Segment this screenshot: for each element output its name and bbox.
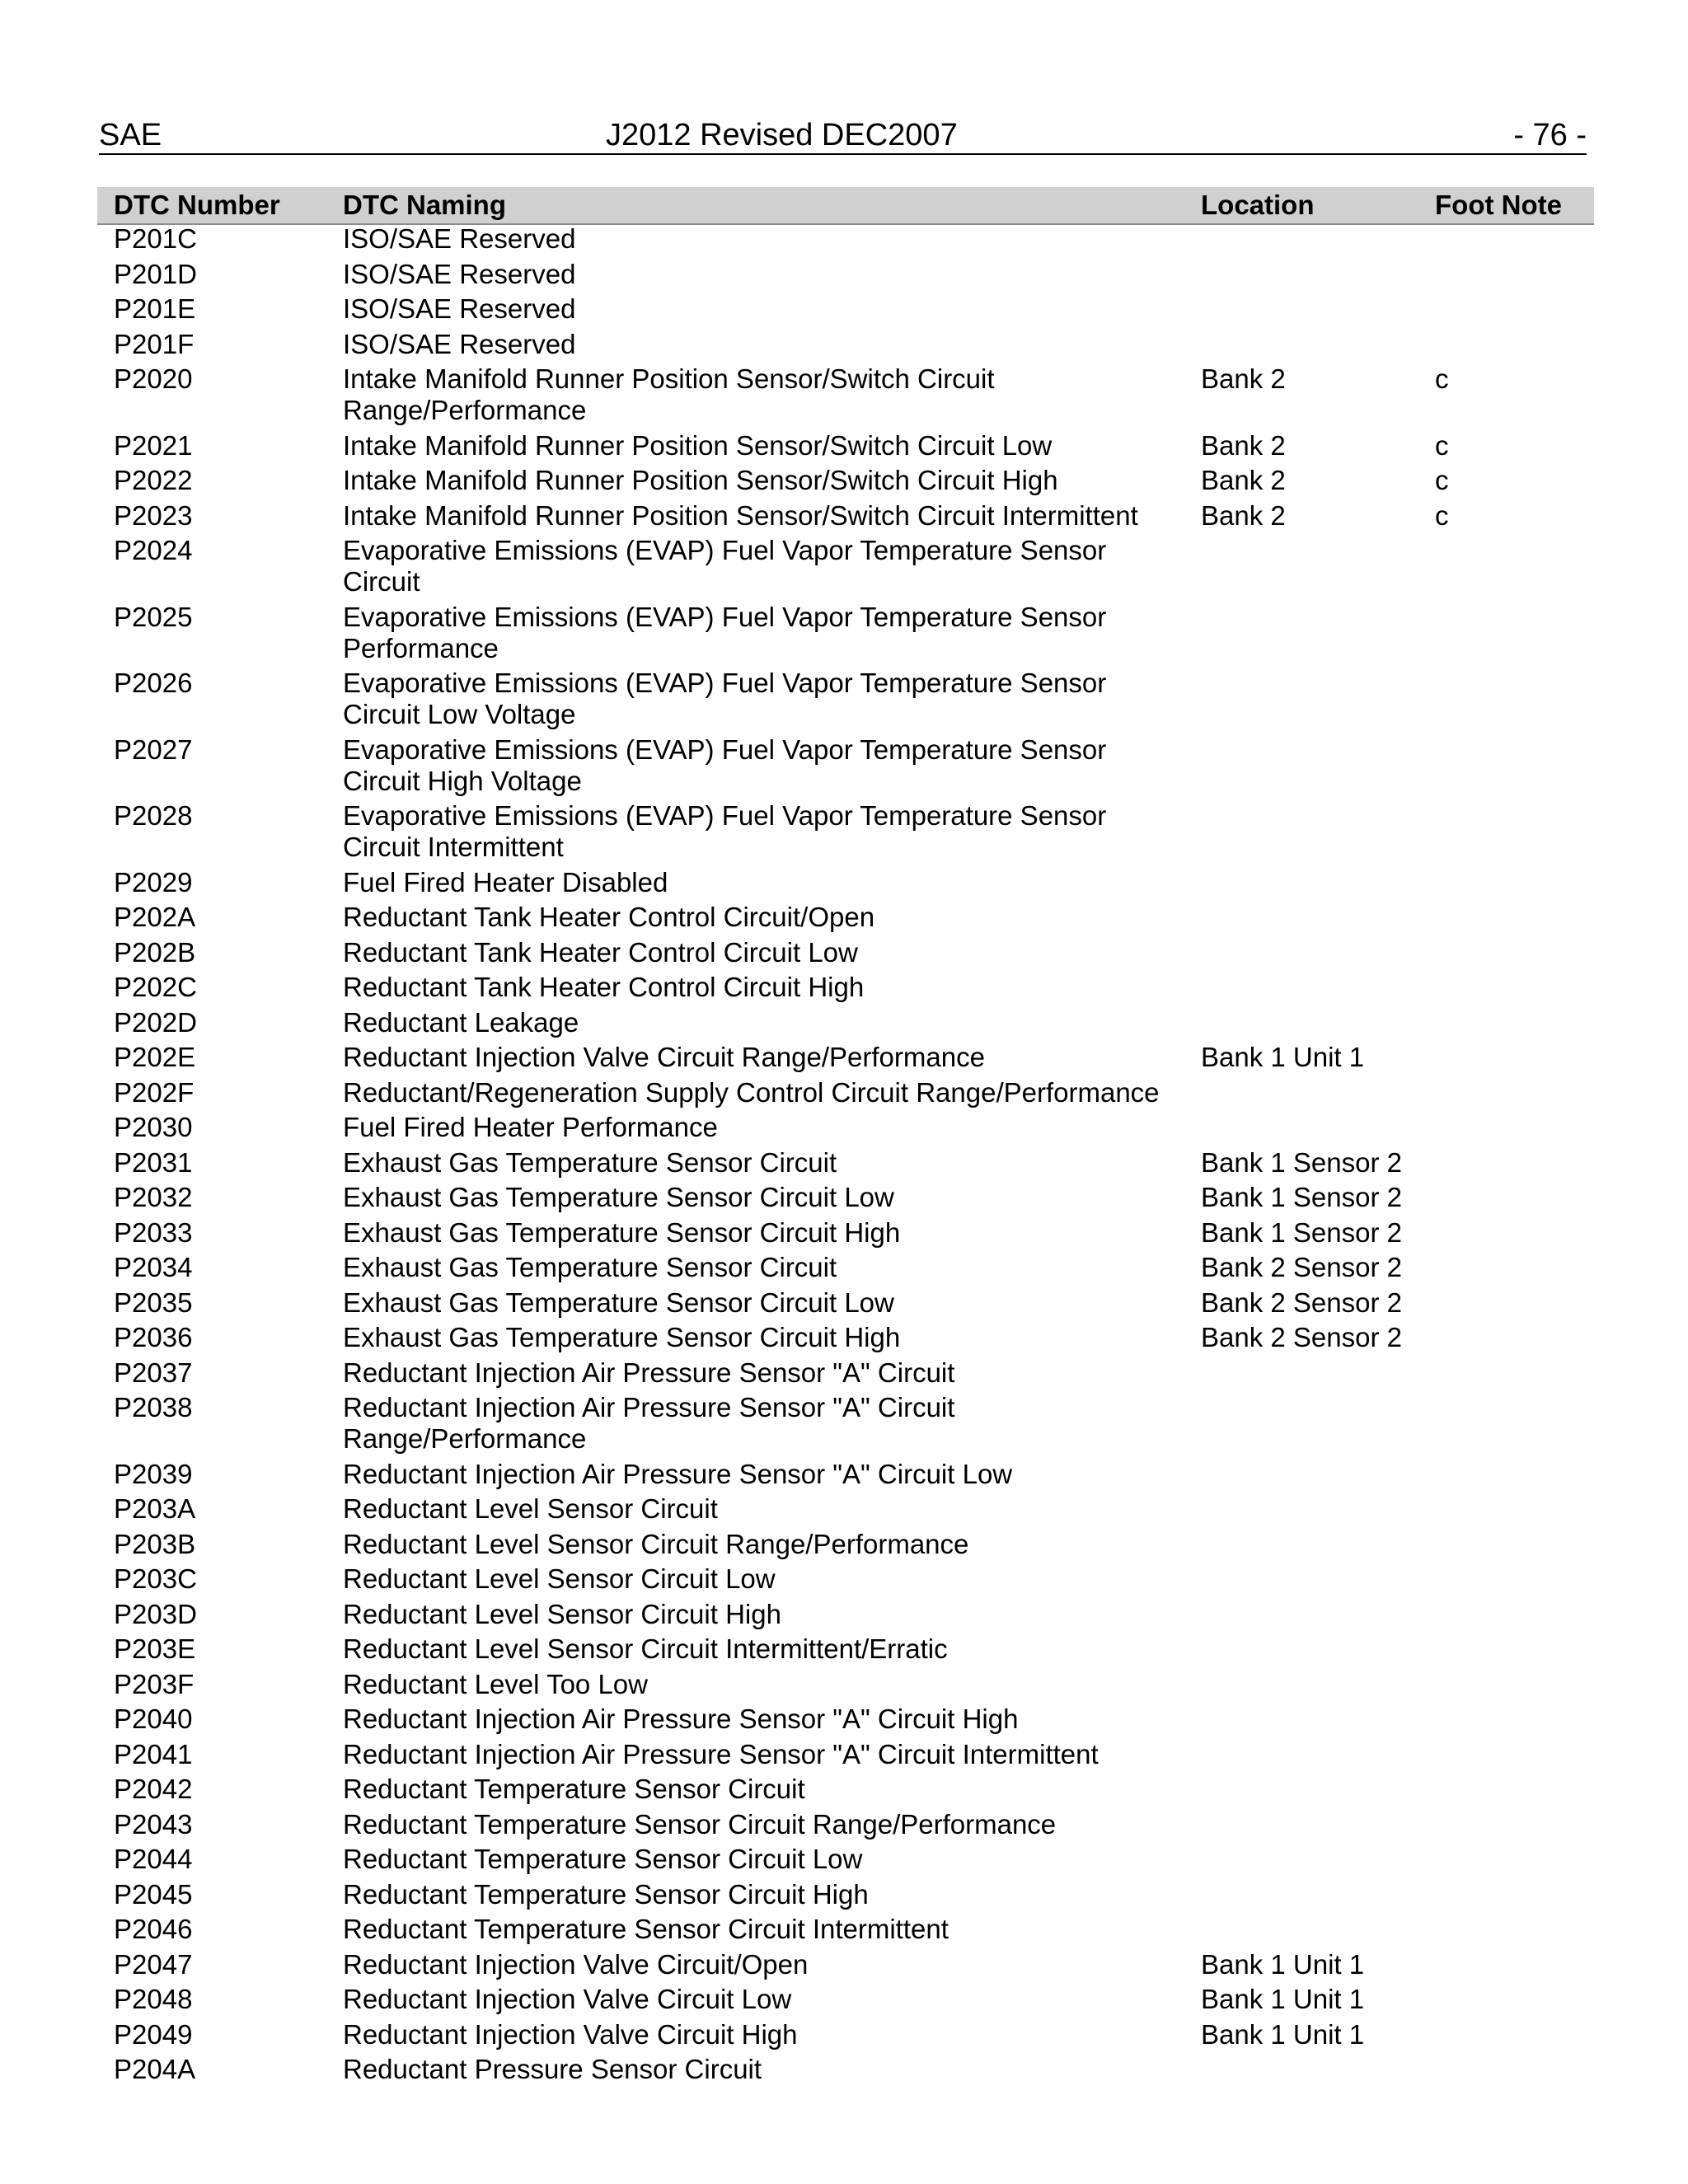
- dtc-code-cell: P201F: [114, 328, 195, 359]
- table-row: [0, 1322, 1688, 1357]
- table-row: [0, 1739, 1688, 1774]
- table-row: [0, 1984, 1688, 2019]
- dtc-name-cell: Exhaust Gas Temperature Sensor Circuit High: [343, 1216, 901, 1248]
- foot-note-cell: c: [1435, 465, 1449, 495]
- table-row: [0, 972, 1688, 1007]
- table-row: [0, 1599, 1688, 1634]
- dtc-code-cell: P2021: [114, 429, 193, 461]
- table-row: [0, 1077, 1688, 1113]
- dtc-name-cell: Reductant Pressure Sensor Circuit: [343, 2054, 762, 2084]
- table-row: [0, 937, 1688, 972]
- dtc-name-cell: Exhaust Gas Temperature Sensor Circuit High: [343, 1322, 901, 1352]
- dtc-name-cell: Intake Manifold Runner Position Sensor/Switch Circuit Low: [343, 429, 1053, 461]
- dtc-name-cell: Reductant Injection Air Pressure Sensor "A" Circuit: [343, 1357, 955, 1388]
- dtc-code-cell: P2043: [114, 1808, 193, 1840]
- dtc-code-cell: P202A: [114, 902, 196, 932]
- dtc-code-cell: P202B: [114, 936, 196, 968]
- table-row: [0, 329, 1688, 364]
- column-header-dtc-naming: DTC Naming: [343, 190, 506, 220]
- location-cell: Bank 2: [1201, 429, 1286, 461]
- dtc-code-cell: P2030: [114, 1112, 193, 1142]
- dtc-code-cell: P203E: [114, 1633, 196, 1664]
- location-cell: Bank 1 Unit 1: [1201, 1948, 1365, 1980]
- dtc-code-cell: P2044: [114, 1844, 193, 1874]
- dtc-name-cell: Reductant Tank Heater Control Circuit Low: [343, 936, 858, 968]
- foot-note-cell: c: [1435, 499, 1449, 531]
- location-cell: Bank 2: [1201, 363, 1286, 394]
- dtc-name-cell: Reductant/Regeneration Supply Control Circuit Range/Performance: [343, 1076, 1160, 1108]
- dtc-name-cell: Exhaust Gas Temperature Sensor Circuit Low: [343, 1182, 894, 1212]
- dtc-name-cell: Fuel Fired Heater Disabled: [343, 866, 668, 898]
- dtc-name-cell: Evaporative Emissions (EVAP) Fuel Vapor Temperature Sensor Circuit High Voltage: [343, 733, 1107, 796]
- dtc-code-cell: P2025: [114, 601, 193, 632]
- table-row: [0, 867, 1688, 902]
- table-row: [0, 1392, 1688, 1459]
- dtc-name-cell: Exhaust Gas Temperature Sensor Circuit: [343, 1252, 837, 1282]
- page-header: [99, 117, 1587, 155]
- table-row: [0, 223, 1688, 259]
- table-row: [0, 1147, 1688, 1183]
- table-row: [0, 363, 1688, 430]
- table-row: [0, 602, 1688, 668]
- table-row: [0, 259, 1688, 294]
- dtc-code-cell: P2024: [114, 535, 193, 565]
- table-row: [0, 2019, 1688, 2055]
- table-row: [0, 1704, 1688, 1739]
- dtc-name-cell: ISO/SAE Reserved: [343, 328, 576, 359]
- table-row: [0, 668, 1688, 734]
- header-document-id: J2012 Revised DEC2007: [606, 118, 958, 152]
- dtc-name-cell: Reductant Level Sensor Circuit: [343, 1493, 718, 1524]
- table-row: [0, 1007, 1688, 1043]
- dtc-code-cell: P2037: [114, 1357, 193, 1388]
- dtc-code-cell: P2042: [114, 1774, 193, 1804]
- table-row: [0, 1809, 1688, 1844]
- table-row: [0, 1774, 1688, 1809]
- table-row: [0, 293, 1688, 329]
- dtc-code-cell: P203F: [114, 1668, 195, 1699]
- dtc-name-cell: Exhaust Gas Temperature Sensor Circuit Low: [343, 1286, 894, 1318]
- table-row: [0, 1042, 1688, 1077]
- dtc-name-cell: Evaporative Emissions (EVAP) Fuel Vapor Temperature Sensor Circuit Intermittent: [343, 800, 1107, 862]
- location-cell: Bank 2 Sensor 2: [1201, 1286, 1402, 1318]
- dtc-code-cell: P201C: [114, 223, 197, 254]
- table-row: [0, 1459, 1688, 1494]
- dtc-name-cell: Reductant Injection Air Pressure Sensor "A" Circuit Intermittent: [343, 1738, 1099, 1769]
- table-row: [0, 1879, 1688, 1915]
- dtc-name-cell: Reductant Level Sensor Circuit Range/Performance: [343, 1528, 969, 1559]
- dtc-name-cell: Reductant Temperature Sensor Circuit Range/Performance: [343, 1808, 1057, 1840]
- dtc-code-cell: P2049: [114, 2018, 193, 2050]
- dtc-name-cell: Reductant Temperature Sensor Circuit High: [343, 1878, 869, 1910]
- dtc-name-cell: Reductant Injection Valve Circuit/Open: [343, 1948, 809, 1980]
- dtc-code-cell: P201E: [114, 293, 196, 324]
- dtc-code-cell: P2022: [114, 465, 193, 495]
- location-cell: Bank 1 Sensor 2: [1201, 1216, 1402, 1248]
- dtc-name-cell: Reductant Temperature Sensor Circuit: [343, 1774, 805, 1804]
- table-row: [0, 500, 1688, 536]
- dtc-code-cell: P201D: [114, 258, 197, 289]
- table-row: [0, 1357, 1688, 1393]
- location-cell: Bank 2 Sensor 2: [1201, 1252, 1402, 1282]
- location-cell: Bank 1 Unit 1: [1201, 2018, 1365, 2050]
- dtc-name-cell: Evaporative Emissions (EVAP) Fuel Vapor Temperature Sensor Circuit Low Voltage: [343, 668, 1107, 729]
- dtc-name-cell: Reductant Tank Heater Control Circuit High: [343, 972, 865, 1002]
- table-row: [0, 1563, 1688, 1599]
- dtc-name-cell: ISO/SAE Reserved: [343, 293, 576, 324]
- dtc-code-cell: P2033: [114, 1216, 193, 1248]
- dtc-name-cell: Reductant Temperature Sensor Circuit Low: [343, 1844, 863, 1874]
- location-cell: Bank 1 Sensor 2: [1201, 1182, 1402, 1212]
- dtc-name-cell: Fuel Fired Heater Performance: [343, 1112, 718, 1142]
- location-cell: Bank 1 Unit 1: [1201, 1042, 1365, 1072]
- dtc-code-cell: P2023: [114, 499, 193, 531]
- table-row: [0, 1112, 1688, 1147]
- dtc-name-cell: Intake Manifold Runner Position Sensor/Switch Circuit Range/Performance: [343, 363, 995, 425]
- dtc-name-cell: Reductant Tank Heater Control Circuit/Open: [343, 902, 875, 932]
- dtc-code-cell: P2028: [114, 800, 193, 831]
- dtc-code-cell: P202D: [114, 1006, 197, 1038]
- dtc-name-cell: Evaporative Emissions (EVAP) Fuel Vapor Temperature Sensor Circuit: [343, 535, 1107, 597]
- dtc-name-cell: Reductant Temperature Sensor Circuit Intermittent: [343, 1914, 949, 1944]
- table-row: [0, 800, 1688, 867]
- table-row: [0, 1182, 1688, 1217]
- table-row: [0, 1633, 1688, 1669]
- header-org: SAE: [99, 118, 162, 152]
- dtc-name-cell: Reductant Level Sensor Circuit High: [343, 1598, 781, 1629]
- dtc-code-cell: P203B: [114, 1528, 196, 1559]
- dtc-code-cell: P202C: [114, 972, 197, 1002]
- table-header: [97, 187, 1594, 225]
- dtc-name-cell: Reductant Level Sensor Circuit Intermittent/Erratic: [343, 1633, 948, 1664]
- dtc-name-cell: Reductant Injection Valve Circuit Range/Performance: [343, 1042, 985, 1072]
- dtc-code-cell: P2029: [114, 866, 193, 898]
- dtc-name-cell: ISO/SAE Reserved: [343, 223, 576, 254]
- dtc-name-cell: Intake Manifold Runner Position Sensor/Switch Circuit Intermittent: [343, 499, 1138, 531]
- dtc-name-cell: Intake Manifold Runner Position Sensor/Switch Circuit High: [343, 465, 1058, 495]
- dtc-name-cell: Exhaust Gas Temperature Sensor Circuit: [343, 1146, 837, 1178]
- dtc-name-cell: Reductant Injection Valve Circuit Low: [343, 1984, 792, 2014]
- table-row: [0, 1217, 1688, 1253]
- dtc-code-cell: P202F: [114, 1076, 195, 1108]
- dtc-code-cell: P2041: [114, 1738, 193, 1769]
- dtc-code-cell: P2026: [114, 668, 193, 698]
- table-row: [0, 1914, 1688, 1949]
- dtc-code-cell: P2039: [114, 1458, 193, 1489]
- dtc-code-cell: P204A: [114, 2054, 196, 2084]
- table-row: [0, 1669, 1688, 1704]
- dtc-name-cell: Reductant Injection Air Pressure Sensor "A" Circuit Range/Performance: [343, 1392, 955, 1454]
- dtc-name-cell: Reductant Leakage: [343, 1006, 579, 1038]
- dtc-code-cell: P2048: [114, 1984, 193, 2014]
- dtc-name-cell: Evaporative Emissions (EVAP) Fuel Vapor Temperature Sensor Performance: [343, 601, 1107, 663]
- dtc-table-body: [0, 223, 1688, 2089]
- dtc-code-cell: P2047: [114, 1948, 193, 1980]
- dtc-code-cell: P2046: [114, 1914, 193, 1944]
- column-header-dtc-number: DTC Number: [114, 190, 280, 220]
- dtc-code-cell: P2040: [114, 1704, 193, 1734]
- dtc-name-cell: Reductant Injection Air Pressure Sensor "A" Circuit High: [343, 1704, 1019, 1734]
- dtc-code-cell: P2045: [114, 1878, 193, 1910]
- dtc-name-cell: Reductant Level Sensor Circuit Low: [343, 1563, 776, 1594]
- table-row: [0, 1287, 1688, 1323]
- table-row: [0, 1252, 1688, 1287]
- table-row: [0, 1949, 1688, 1985]
- table-row: [0, 902, 1688, 937]
- foot-note-cell: c: [1435, 429, 1449, 461]
- table-row: [0, 2054, 1688, 2089]
- dtc-name-cell: Reductant Injection Valve Circuit High: [343, 2018, 798, 2050]
- dtc-code-cell: P202E: [114, 1042, 196, 1072]
- dtc-code-cell: P2020: [114, 363, 193, 394]
- table-row: [0, 1844, 1688, 1879]
- dtc-code-cell: P203C: [114, 1563, 197, 1594]
- dtc-name-cell: Reductant Level Too Low: [343, 1668, 648, 1699]
- foot-note-cell: c: [1435, 363, 1449, 394]
- dtc-name-cell: Reductant Injection Air Pressure Sensor "A" Circuit Low: [343, 1458, 1013, 1489]
- dtc-code-cell: P203D: [114, 1598, 197, 1629]
- dtc-code-cell: P2032: [114, 1182, 193, 1212]
- column-header-foot-note: Foot Note: [1435, 190, 1562, 220]
- dtc-code-cell: P2034: [114, 1252, 193, 1282]
- location-cell: Bank 1 Unit 1: [1201, 1984, 1365, 2014]
- dtc-code-cell: P2036: [114, 1322, 193, 1352]
- table-row: [0, 1493, 1688, 1529]
- dtc-code-cell: P2027: [114, 733, 193, 765]
- dtc-name-cell: ISO/SAE Reserved: [343, 258, 576, 289]
- table-row: [0, 465, 1688, 500]
- column-header-location: Location: [1201, 190, 1315, 220]
- header-page-number: - 76 -: [1513, 118, 1587, 152]
- dtc-code-cell: P2035: [114, 1286, 193, 1318]
- location-cell: Bank 2 Sensor 2: [1201, 1322, 1402, 1352]
- location-cell: Bank 2: [1201, 499, 1286, 531]
- table-row: [0, 1529, 1688, 1564]
- table-row: [0, 535, 1688, 602]
- dtc-code-cell: P2031: [114, 1146, 193, 1178]
- location-cell: Bank 1 Sensor 2: [1201, 1146, 1402, 1178]
- table-row: [0, 734, 1688, 801]
- dtc-code-cell: P203A: [114, 1493, 196, 1524]
- table-row: [0, 430, 1688, 466]
- dtc-code-cell: P2038: [114, 1392, 193, 1422]
- location-cell: Bank 2: [1201, 465, 1286, 495]
